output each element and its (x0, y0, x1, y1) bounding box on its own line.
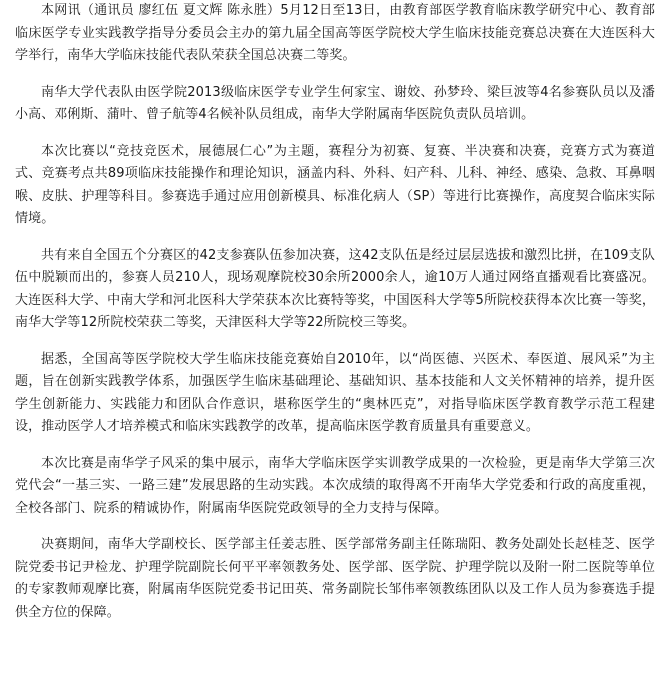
paragraph-gap (15, 335, 655, 349)
paragraph-4: 共有来自全国五个分赛区的42支参赛队伍参加决赛，这42支队伍是经过层层选拔和激烈比拼，在109支队伍中脱颖而出的，参赛人员210人，现场观摩院校30余所2000余人，逾10万人通过网络直播观看比赛盛况。大连医科大学、中南大学和河北医科大学荣获本次比赛特等奖，中国医科大学等5所院校获得本次比赛一等奖，南华大学等12所院校荣获二等奖，天津医科大学等22所院校三等奖。 (15, 247, 655, 330)
paragraph-gap (15, 68, 655, 82)
paragraph-gap (15, 439, 655, 453)
paragraph-5: 据悉，全国高等医学院校大学生临床技能竞赛始自2010年，以“尚医德、兴医术、奉医道、展风采”为主题，旨在创新实践教学体系，加强医学生临床基础理论、基础知识、基本技能和人文关怀精神的培养，提升医学生创新能力、实践能力和团队合作意识，堪称医学生的“奥林匹克”，对指导临床医学教育教学示范工程建设，推动医学人才培养模式和临床实践教学的改革，提高临床医学教育质量具有重要意义。 (15, 351, 655, 434)
paragraph-gap (15, 520, 655, 534)
paragraph-6: 本次比赛是南华学子风采的集中展示，南华大学临床医学实训教学成果的一次检验，更是南华大学第三次党代会“一基三实、一路三建”发展思路的生动实践。本次成绩的取得离不开南华大学党委和行政的高度重视，全校各部门、院系的精诚协作，附属南华医院党政领导的全力支持与保障。 (15, 455, 655, 516)
paragraph-3: 本次比赛以“竞技竞医术，展德展仁心”为主题，赛程分为初赛、复赛、半决赛和决赛，竞赛方式为赛道式、竞赛考点共89项临床技能操作和理论知识，涵盖内科、外科、妇产科、儿科、神经、感染、急救、耳鼻咽喉、皮肤、护理等科目。参赛选手通过应用创新模具、标准化病人（SP）等进行比赛操作，高度契合临床实际情境。 (15, 143, 655, 226)
article-body (15, 0, 655, 624)
paragraph-7: 决赛期间，南华大学副校长、医学部主任姜志胜、医学部常务副主任陈瑞阳、教务处副处长赵桂芝、医学院党委书记尹检龙、护理学院副院长何平平率领教务处、医学部、医学院、护理学院以及附一附二医院等单位的专家教师观摩比赛，附属南华医院党委书记田英、常务副院长邹伟率领教练团队以及工作人员为参赛选手提供全方位的保障。 (15, 537, 655, 620)
paragraph-2: 南华大学代表队由医学院2013级临床医学专业学生何家宝、谢姣、孙梦玲、梁巨波等4名参赛队员以及潘小高、邓俐斯、蒲叶、曾子航等4名候补队员组成，南华大学附属南华医院负责队员培训。 (15, 84, 655, 122)
paragraph-gap (15, 231, 655, 245)
paragraph-1: 本网讯（通讯员 廖红伍 夏文辉 陈永胜）5月12日至13日，由教育部医学教育临床教学研究中心、教育部临床医学专业实践教学指导分委员会主办的第九届全国高等医学院校大学生临床技能竞赛总决赛在大连医科大学举行，南华大学临床技能代表队荣获全国总决赛二等奖。 (15, 3, 655, 63)
paragraph-gap (15, 127, 655, 141)
